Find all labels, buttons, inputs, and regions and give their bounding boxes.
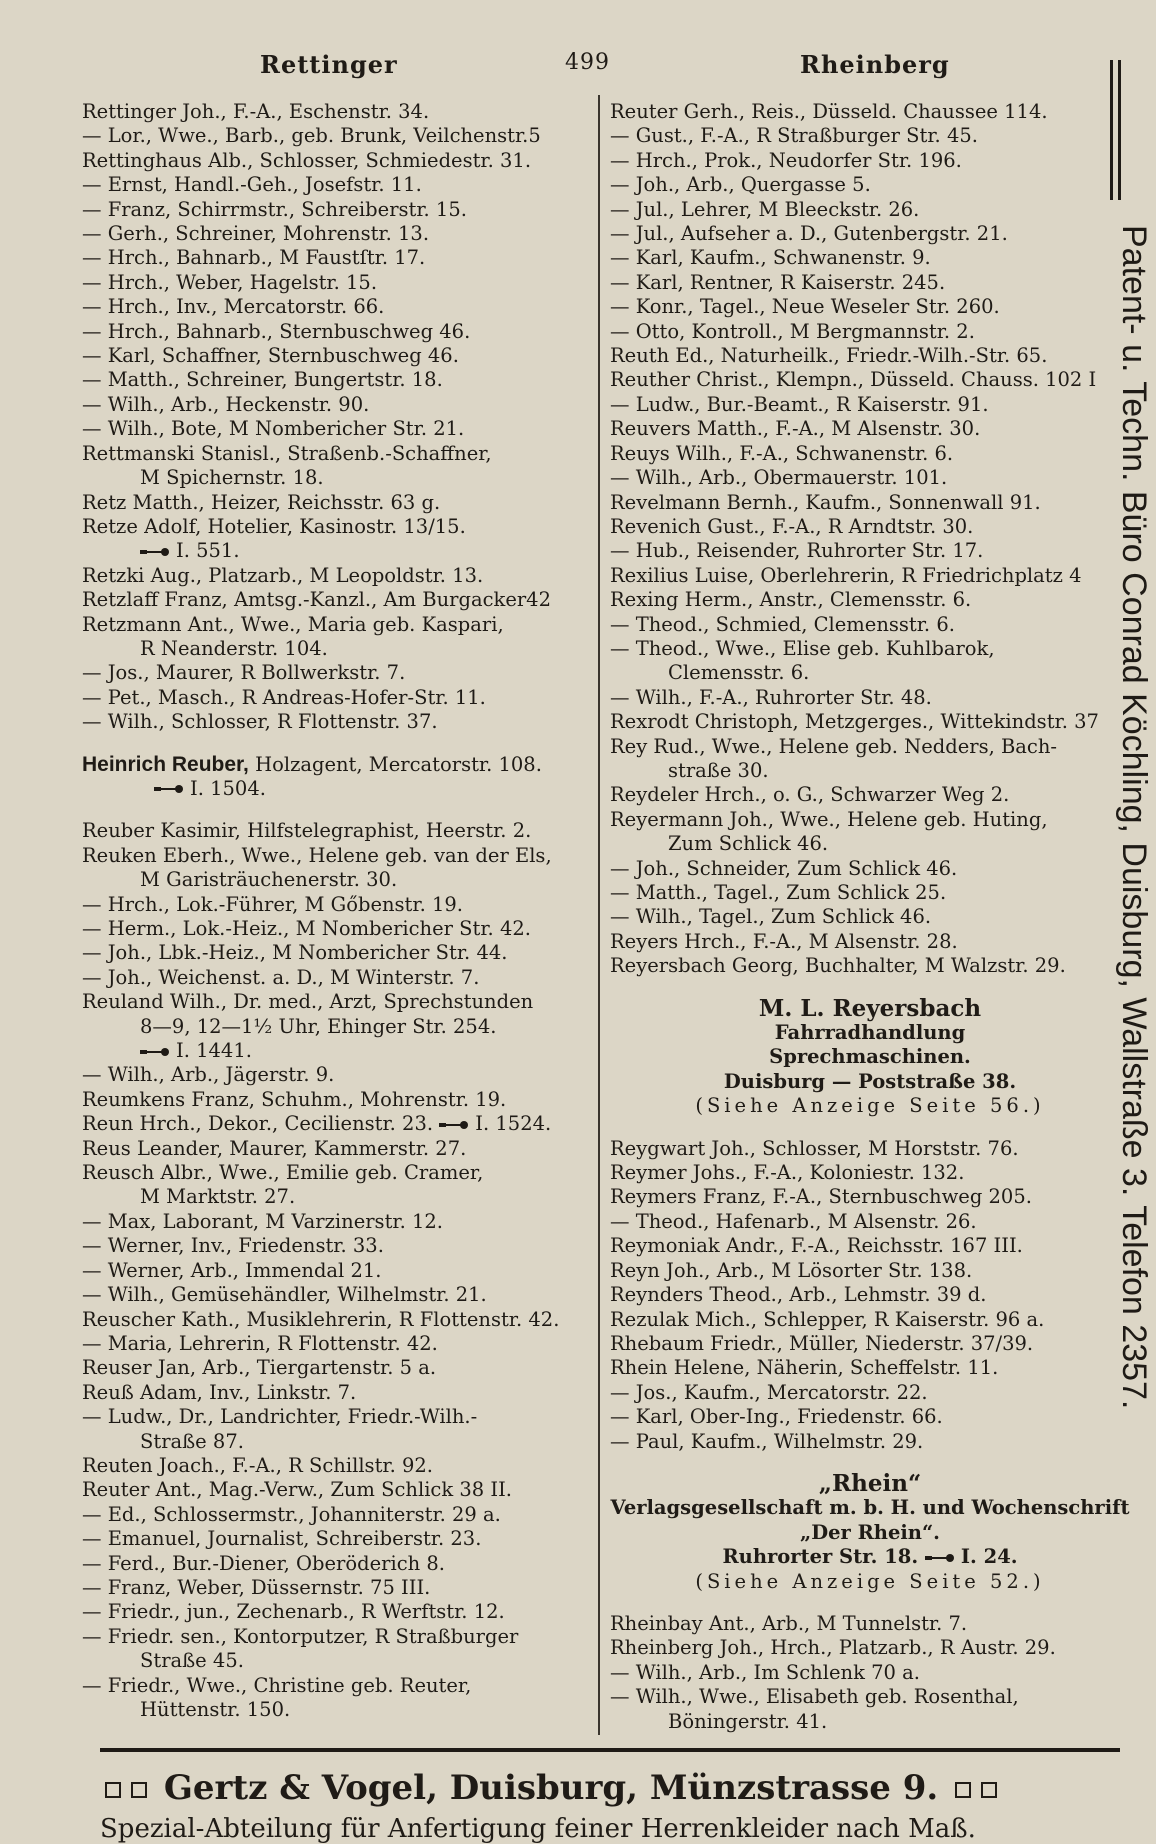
list-item: — Wilh., Arb., Im Schlenk 70 a. — [610, 1660, 920, 1684]
list-item: — Hrch., Prok., Neudorfer Str. 196. — [610, 148, 962, 172]
list-item: — Jul., Lehrer, M Bleeckstr. 26. — [610, 197, 920, 221]
list-item: — Theod., Schmied, Clemensstr. 6. — [610, 612, 955, 636]
list-item: — Wilh., Gemüsehändler, Wilhelmstr. 21. — [82, 1283, 487, 1307]
list-item: 8—9, 12—1½ Uhr, Ehinger Str. 254. — [140, 1014, 497, 1038]
header-right-keyword: Rheinberg — [800, 50, 950, 79]
list-item: — Gust., F.-A., R Straßburger Str. 45. — [610, 124, 978, 148]
list-item: Rexing Herm., Anstr., Clemensstr. 6. — [610, 588, 972, 612]
list-item: — Wilh., Wwe., Elisabeth geb. Rosenthal, — [610, 1685, 1019, 1709]
list-item: — Ludw., Bur.-Beamt., R Kaiserstr. 91. — [610, 392, 989, 416]
list-item: Reyn Joh., Arb., M Lösorter Str. 138. — [610, 1258, 973, 1282]
footer-subtitle: Spezial-Abteilung für Anfertigung feiner Herrenkleider nach Maß. — [100, 1814, 976, 1844]
list-item: straße 30. — [668, 758, 769, 782]
list-item: Reuland Wilh., Dr. med., Arzt, Sprechstunden — [82, 990, 534, 1014]
list-item: Reusch Albr., Wwe., Emilie geb. Cramer, — [82, 1161, 484, 1185]
phone-number: I. 1504. — [190, 776, 266, 800]
ad-title: „Rhein“ — [818, 1469, 922, 1497]
ad-line: (Siehe Anzeige Seite 52.) — [695, 1569, 1045, 1593]
list-item: Retzmann Ant., Wwe., Maria geb. Kaspari, — [82, 612, 504, 636]
square-icon — [131, 1782, 147, 1798]
list-item: Clemensstr. 6. — [668, 661, 810, 685]
list-item: Rey Rud., Wwe., Helene geb. Nedders, Bach- — [610, 734, 1058, 758]
list-item: — Karl, Schaffner, Sternbuschweg 46. — [82, 344, 459, 368]
phone-number: I. 1441. — [176, 1039, 252, 1063]
list-item: Rexrodt Christoph, Metzgerges., Wittekindstr. 37 — [610, 710, 1099, 734]
list-item: Revenich Gust., F.-A., R Arndtstr. 30. — [610, 514, 974, 538]
list-item: — Max, Laborant, M Varzinerstr. 12. — [82, 1209, 443, 1233]
list-item: M Spichernstr. 18. — [140, 466, 324, 490]
list-item: — Joh., Weichenst. a. D., M Winterstr. 7. — [82, 965, 480, 989]
list-item: — Ed., Schlossermstr., Johanniterstr. 29 a. — [82, 1502, 501, 1526]
left-column — [82, 100, 592, 1722]
list-item: Rettmanski Stanisl., Straßenb.-Schaffner, — [82, 441, 492, 465]
list-item: Reun Hrch., Dekor., Cecilienstr. 23. I. 1524. — [82, 1112, 552, 1136]
list-item: — Joh., Arb., Quergasse 5. — [610, 173, 871, 197]
ad-text: Holzagent, Mercatorstr. 108. — [255, 752, 542, 776]
phone-number: I. 1524. — [475, 1112, 552, 1136]
list-item: Rheinbay Ant., Arb., M Tunnelstr. 7. — [610, 1611, 968, 1635]
list-item: Rettinger Joh., F.-A., Eschenstr. 34. — [82, 100, 430, 123]
list-item: Reuser Jan, Arb., Tiergartenstr. 5 a. — [82, 1356, 437, 1380]
list-item: Hüttenstr. 150. — [140, 1698, 291, 1721]
list-item: — Wilh., Bote, M Nombericher Str. 21. — [82, 417, 465, 441]
list-item: — Emanuel, Journalist, Schreiberstr. 23. — [82, 1527, 482, 1551]
list-item: Rexilius Luise, Oberlehrerin, R Friedrichplatz 4 — [610, 563, 1082, 587]
list-item: Rhebaum Friedr., Müller, Niederstr. 37/39. — [610, 1331, 1034, 1355]
list-item: — Pet., Masch., R Andreas-Hofer-Str. 11. — [82, 685, 486, 709]
list-item: Reumkens Franz, Schuhm., Mohrenstr. 19. — [82, 1087, 507, 1111]
ad-title: M. L. Reyersbach — [758, 994, 982, 1022]
reuber-advertisement — [82, 753, 592, 802]
list-item: Böningerstr. 41. — [668, 1709, 828, 1733]
sidebar-text: Patent- u. Techn. Büro Conrad Köchling, Duisburg, Wallstraße 3. Telefon 2357. — [1115, 225, 1153, 1410]
list-item: — Hrch., Lok.-Führer, M Gőbenstr. 19. — [82, 892, 463, 916]
list-item: — Paul, Kaufm., Wilhelmstr. 29. — [610, 1429, 924, 1453]
list-item: Straße 45. — [140, 1649, 244, 1673]
list-item: — Konr., Tagel., Neue Weseler Str. 260. — [610, 295, 1000, 319]
phone-line — [82, 1039, 592, 1063]
list-item: Reymers Franz, F.-A., Sternbuschweg 205. — [610, 1185, 1032, 1209]
list-item: Reydeler Hrch., o. G., Schwarzer Weg 2. — [610, 783, 1010, 807]
list-item: — Karl, Ober-Ing., Friedenstr. 66. — [610, 1405, 943, 1429]
list-item: — Jos., Kaufm., Mercatorstr. 22. — [610, 1380, 928, 1404]
list-item: — Karl, Rentner, R Kaiserstr. 245. — [610, 270, 946, 294]
ad-line: Sprechmaschinen. — [769, 1045, 971, 1069]
phone-line — [82, 539, 592, 563]
square-icon — [105, 1782, 121, 1798]
list-item: — Wilh., Tagel., Zum Schlick 46. — [610, 905, 932, 929]
ad-line: Ruhrorter Str. 18. I. 24. — [722, 1545, 1018, 1569]
list-item: — Wilh., Schlosser, R Flottenstr. 37. — [82, 710, 438, 734]
list-item: Rhein Helene, Näherin, Scheffelstr. 11. — [610, 1356, 999, 1380]
list-item: — Friedr. sen., Kontorputzer, R Straßburger — [82, 1624, 519, 1648]
list-item: Revelmann Bernh., Kaufm., Sonnenwall 91. — [610, 490, 1041, 514]
list-item: — Ferd., Bur.-Diener, Oberöderich 8. — [82, 1551, 445, 1575]
list-item: — Maria, Lehrerin, R Flottenstr. 42. — [82, 1331, 438, 1355]
telephone-icon — [154, 784, 184, 794]
rhein-advertisement — [610, 1469, 1130, 1594]
list-item: — Friedr., Wwe., Christine geb. Reuter, — [82, 1673, 472, 1697]
square-icon — [955, 1782, 971, 1798]
footer-rule — [100, 1748, 1120, 1752]
ad-line: Verlagsgesellschaft m. b. H. und Wochenschrift — [610, 1496, 1130, 1520]
list-item: Reuscher Kath., Musiklehrerin, R Flottenstr. 42. — [82, 1307, 560, 1331]
list-item: R Neanderstr. 104. — [140, 636, 328, 660]
list-item: — Hrch., Bahnarb., M Faustſtr. 17. — [82, 246, 426, 270]
list-item: — Hrch., Inv., Mercatorstr. 66. — [82, 295, 385, 319]
list-item: — Hrch., Weber, Hagelstr. 15. — [82, 270, 378, 294]
footer-title: Gertz & Vogel, Duisburg, Münzstrasse 9. — [163, 1768, 939, 1808]
list-item: Retzlaff Franz, Amtsg.-Kanzl., Am Burgacker42 — [82, 588, 551, 612]
ad-line: Fahrradhandlung — [774, 1021, 966, 1045]
list-item: — Otto, Kontroll., M Bergmannstr. 2. — [610, 319, 975, 343]
list-item: — Lor., Wwe., Barb., geb. Brunk, Veilchenstr.5 — [82, 124, 541, 148]
footer-advertisement — [100, 1748, 1156, 1844]
list-item: — Hrch., Bahnarb., Sternbuschweg 46. — [82, 319, 471, 343]
sidebar-rule — [1110, 60, 1121, 200]
list-item: — Werner, Arb., Immendal 21. — [82, 1258, 382, 1282]
list-item: — Wilh., Arb., Obermauerstr. 101. — [610, 466, 948, 490]
list-item: — Joh., Lbk.-Heiz., M Nombericher Str. 44. — [82, 941, 508, 965]
list-item: Rheinberg Joh., Hrch., Platzarb., R Austr. 29. — [610, 1636, 1056, 1660]
list-item: — Wilh., F.-A., Ruhrorter Str. 48. — [610, 685, 932, 709]
ad-line: Duisburg — Poststraße 38. — [723, 1069, 1017, 1093]
list-item: Reynders Theod., Arb., Lehmstr. 39 d. — [610, 1283, 987, 1307]
list-item: M Garisträuchenerstr. 30. — [140, 868, 398, 892]
telephone-icon — [140, 1047, 170, 1057]
footer-line — [100, 1768, 1156, 1808]
list-item: Reuken Eberh., Wwe., Helene geb. van der Els, — [82, 843, 552, 867]
list-item: — Friedr., jun., Zechenarb., R Werftstr. 12. — [82, 1600, 505, 1624]
column-divider — [598, 95, 600, 1735]
right-column — [610, 100, 1130, 1734]
list-item: Reuber Kasimir, Hilfstelegraphist, Heerstr. 2. — [82, 819, 532, 843]
list-item: — Theod., Hafenarb., M Alsenstr. 26. — [610, 1209, 977, 1233]
phone-number: I. 551. — [176, 539, 240, 563]
telephone-icon — [925, 1553, 955, 1563]
list-item: Reus Leander, Maurer, Kammerstr. 27. — [82, 1136, 467, 1160]
list-item: — Herm., Lok.-Heiz., M Nombericher Str. 42. — [82, 917, 531, 940]
list-item: Reuter Ant., Mag.-Verw., Zum Schlick 38 II. — [82, 1478, 512, 1502]
square-icon — [981, 1782, 997, 1798]
list-item: — Jos., Maurer, R Bollwerkstr. 7. — [82, 661, 406, 685]
list-item: — Gerh., Schreiner, Mohrenstr. 13. — [82, 222, 430, 246]
list-item: Reuvers Matth., F.-A., M Alsenstr. 30. — [610, 417, 981, 441]
list-item: Retze Adolf, Hotelier, Kasinostr. 13/15. — [82, 514, 466, 538]
ad-title: Heinrich Reuber, — [82, 752, 249, 776]
sidebar-advertisement — [1108, 50, 1156, 1750]
list-item: — Wilh., Arb., Heckenstr. 90. — [82, 392, 370, 416]
list-item: Rettinghaus Alb., Schlosser, Schmiedestr. 31. — [82, 148, 532, 172]
list-item: — Franz, Schirrmstr., Schreiberstr. 15. — [82, 197, 467, 221]
list-item: Reuter Gerh., Reis., Düsseld. Chaussee 114. — [610, 100, 1048, 123]
list-item: — Ludw., Dr., Landrichter, Friedr.-Wilh.- — [82, 1405, 478, 1429]
phone-number: I. 24. — [960, 1545, 1018, 1569]
list-item: Reuther Christ., Klempn., Düsseld. Chauss. 102 I — [610, 368, 1097, 392]
list-item: Retz Matth., Heizer, Reichsstr. 63 g. — [82, 490, 441, 514]
telephone-icon — [439, 1120, 469, 1130]
list-item: Reuß Adam, Inv., Linkstr. 7. — [82, 1380, 357, 1404]
list-item: Retzki Aug., Platzarb., M Leopoldstr. 13. — [82, 563, 484, 587]
list-item: — Wilh., Arb., Jägerstr. 9. — [82, 1063, 335, 1087]
list-item: — Ernst, Handl.-Geh., Josefstr. 11. — [82, 173, 422, 197]
ad-line: „Der Rhein“. — [800, 1520, 940, 1544]
list-item: Reyers Hrch., F.-A., M Alsenstr. 28. — [610, 929, 958, 953]
list-item: Reymer Johs., F.-A., Koloniestr. 132. — [610, 1161, 965, 1185]
list-item: Straße 87. — [140, 1429, 244, 1453]
list-item: Reuten Joach., F.-A., R Schillstr. 92. — [82, 1453, 433, 1477]
list-item: M Marktstr. 27. — [140, 1185, 296, 1209]
list-item: — Matth., Tagel., Zum Schlick 25. — [610, 881, 947, 904]
reyersbach-advertisement — [610, 994, 1130, 1119]
list-item: Reymoniak Andr., F.-A., Reichsstr. 167 III. — [610, 1234, 1023, 1258]
list-item: Rezulak Mich., Schlepper, R Kaiserstr. 96 a. — [610, 1307, 1045, 1331]
list-item: — Theod., Wwe., Elise geb. Kuhlbarok, — [610, 636, 995, 660]
list-item: Zum Schlick 46. — [668, 832, 829, 856]
list-item: — Karl, Kaufm., Schwanenstr. 9. — [610, 246, 931, 270]
list-item: — Hub., Reisender, Ruhrorter Str. 17. — [610, 539, 984, 563]
list-item: — Jul., Aufseher a. D., Gutenbergstr. 21. — [610, 222, 1008, 246]
list-item: Reuth Ed., Naturheilk., Friedr.-Wilh.-Str. 65. — [610, 344, 1048, 368]
list-item: Reyermann Joh., Wwe., Helene geb. Huting, — [610, 807, 1048, 831]
list-item: Reygwart Joh., Schlosser, M Horststr. 76. — [610, 1136, 1019, 1160]
list-item: Reyersbach Georg, Buchhalter, M Walzstr. 29. — [610, 954, 1066, 978]
header-left-keyword: Rettinger — [260, 50, 398, 79]
list-item: — Werner, Inv., Friedenstr. 33. — [82, 1234, 384, 1258]
list-item: — Joh., Schneider, Zum Schlick 46. — [610, 856, 958, 880]
telephone-icon — [140, 547, 170, 557]
list-item: — Franz, Weber, Düssernstr. 75 III. — [82, 1575, 431, 1599]
ad-line: (Siehe Anzeige Seite 56.) — [695, 1094, 1045, 1118]
page-number: 499 — [565, 50, 610, 75]
list-item: — Matth., Schreiner, Bungertstr. 18. — [82, 368, 443, 392]
list-item: Reuys Wilh., F.-A., Schwanenstr. 6. — [610, 441, 954, 465]
